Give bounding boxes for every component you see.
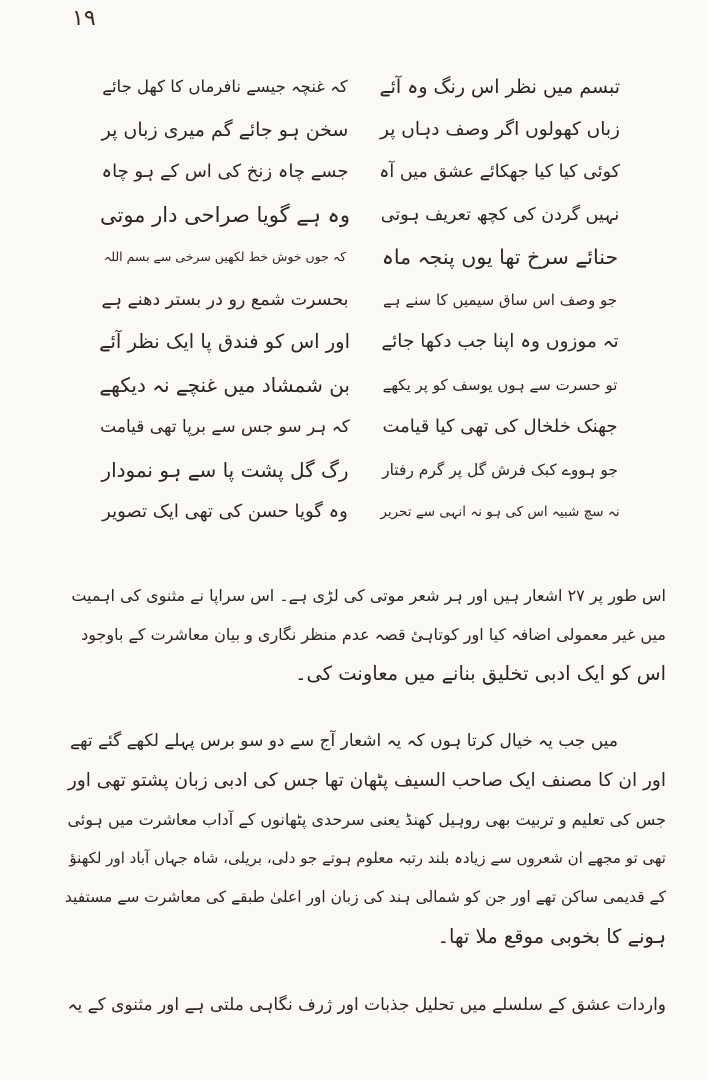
misra-first: تو حسرت سے ہوں یوسف کو پر یکھے xyxy=(382,375,618,394)
misra-first: جھنک خلخال کی تھی کیا قیامت xyxy=(382,416,618,437)
text-line: جس کی تعلیم و تربیت بھی روہیل کھنڈ یعنی سرحدی پٹھانوں کے آداب معاشرت میں ہوئی xyxy=(67,810,666,829)
text-line: اس طور پر ۲۷ اشعار ہیں اور ہر شعر موتی کی لڑی ہے۔ اس سراپا نے مثنوی کی اہمیت xyxy=(71,586,666,605)
misra-second: سخن ہو جائے گم میری زباں پر xyxy=(101,118,349,141)
misra-first: زباں کھولوں اگر وصف دہاں پر xyxy=(380,118,620,140)
text-line: تھی تو مجھے ان شعروں سے زیادہ بلند رتبہ معلوم ہوتے جو دلی، بریلی، شاہ جہاں آباد اور لکھنؤ xyxy=(69,849,666,867)
misra-second: کہ جوں خوش خط لکھیں سرخی سے بسم اللہ xyxy=(103,249,347,264)
text-line: میں غیر معمولی اضافہ کیا اور کوتاہیٔ قصہ عدم منظر نگاری و بیان معاشرت کے باوجود xyxy=(81,625,666,644)
prose-paragraph xyxy=(66,722,666,956)
couplet xyxy=(100,495,620,538)
text-line: اور ان کا مصنف ایک صاحب السیف پٹھان تھا جس کی ادبی زبان پشتو تھی اور xyxy=(67,770,666,791)
misra-second: وہ ہے گویا صراحی دار موتی xyxy=(99,202,350,227)
misra-second: کہ غنچہ جیسے نافرماں کا کھل جائے xyxy=(102,77,348,96)
prose-paragraph xyxy=(66,986,666,1025)
misra-first: کوئی کیا کیا جھکائے عشق میں آہ xyxy=(379,162,620,182)
prose-paragraph xyxy=(66,576,666,693)
couplet xyxy=(100,453,620,496)
text-line: واردات عشق کے سلسلے میں تحلیل جذبات اور ژرف نگاہی ملتی ہے اور مثنوی کے یہ xyxy=(67,995,666,1015)
couplet xyxy=(100,70,620,113)
couplet xyxy=(100,410,620,453)
misra-first: تہ موزوں وہ اپنا جب دکھا جائے xyxy=(381,331,619,352)
misra-first: نہیں گردن کی کچھ تعریف ہوتی xyxy=(380,204,620,225)
misra-first: جو وصف اس ساق سیمیں کا سنے ہے xyxy=(382,290,618,309)
text-line: اس کو ایک ادبی تخلیق بنانے میں معاونت کی۔ xyxy=(295,662,666,685)
misra-second: اور اس کو فندق پا ایک نظر آئے xyxy=(99,330,350,353)
misra-second: کہ ہر سو جس سے برپا تھی قیامت xyxy=(100,417,350,437)
misra-second: جسے چاہ زنخ کی اس کے ہو چاہ xyxy=(101,161,349,182)
misra-first: نہ سچ شبیہ اس کی ہو نہ انہی سے تحریر xyxy=(380,504,620,520)
couplet xyxy=(100,198,620,241)
misra-second: رگ گل پشت پا سے ہو نمودار xyxy=(101,457,349,482)
misra-second: بن شمشاد میں غنچے نہ دیکھے xyxy=(99,372,350,397)
misra-second: بحسرت شمع رو در بستر دھنے ہے xyxy=(101,289,349,310)
couplet xyxy=(100,113,620,156)
couplet xyxy=(100,240,620,283)
couplet xyxy=(100,325,620,368)
couplet xyxy=(100,155,620,198)
misra-first: تبسم میں نظر اس رنگ وہ آئے xyxy=(379,76,620,98)
text-line: کے قدیمی ساکن تھے اور جن کو شمالی ہند کی زبان اور اعلیٰ طبقے کی معاشرت سے مستفید xyxy=(64,888,666,906)
couplet xyxy=(100,368,620,411)
couplet xyxy=(100,283,620,326)
misra-first: حنائے سرخ تھا یوں پنجہ ماہ xyxy=(381,245,619,269)
page-number: ۱۹ xyxy=(72,6,96,31)
misra-second: وہ گویا حسن کی تھی ایک تصویر xyxy=(102,501,348,522)
text-line: میں جب یہ خیال کرتا ہوں کہ یہ اشعار آج سے دو سو برس پہلے لکھے گئے تھے xyxy=(70,731,618,751)
text-line: ہونے کا بخوبی موقع ملا تھا۔ xyxy=(437,925,666,948)
misra-first: جو ہووے کبک فرش گل پر گرم رفتار xyxy=(382,460,618,479)
poem-couplets xyxy=(100,70,620,538)
